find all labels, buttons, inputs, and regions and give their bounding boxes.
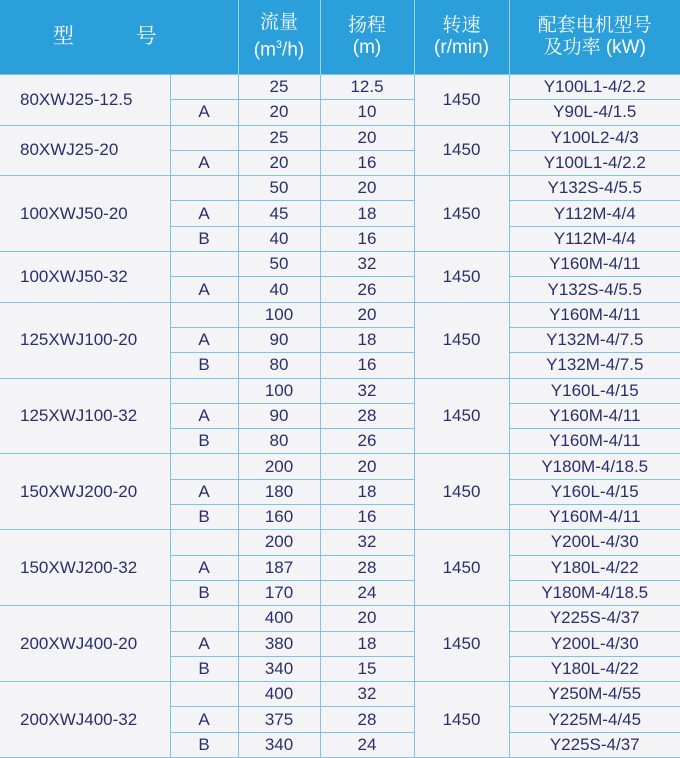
- variant-cell: [170, 125, 238, 150]
- model-cell: 100XWJ50-32: [0, 252, 170, 303]
- variant-cell: B: [170, 353, 238, 378]
- model-cell: 150XWJ200-32: [0, 530, 170, 606]
- head-cell: 32: [320, 378, 414, 403]
- motor-cell: Y200L-4/30: [509, 631, 680, 656]
- speed-cell: 1450: [414, 606, 509, 682]
- model-cell: 80XWJ25-20: [0, 125, 170, 176]
- header-head: [320, 0, 414, 75]
- variant-cell: [170, 302, 238, 327]
- flow-cell: 100: [238, 378, 320, 403]
- variant-cell: A: [170, 100, 238, 125]
- speed-cell: 1450: [414, 454, 509, 530]
- flow-cell: 400: [238, 682, 320, 707]
- head-cell: 20: [320, 454, 414, 479]
- table-row: [0, 302, 680, 327]
- flow-cell: 375: [238, 707, 320, 732]
- flow-cell: 180: [238, 479, 320, 504]
- flow-cell: 20: [238, 100, 320, 125]
- motor-cell: Y250M-4/55: [509, 682, 680, 707]
- motor-cell: Y100L1-4/2.2: [509, 150, 680, 175]
- table-row: [0, 176, 680, 201]
- table-row: [0, 75, 680, 100]
- flow-cell: 200: [238, 530, 320, 555]
- head-cell: 20: [320, 125, 414, 150]
- head-cell: 28: [320, 707, 414, 732]
- flow-cell: 380: [238, 631, 320, 656]
- model-cell: 125XWJ100-20: [0, 302, 170, 378]
- table-body: [0, 75, 680, 758]
- head-cell: 12.5: [320, 75, 414, 100]
- head-cell: 15: [320, 656, 414, 681]
- variant-cell: [170, 682, 238, 707]
- flow-cell: 100: [238, 302, 320, 327]
- variant-cell: A: [170, 555, 238, 580]
- motor-cell: Y180L-4/22: [509, 555, 680, 580]
- variant-cell: A: [170, 201, 238, 226]
- variant-cell: A: [170, 403, 238, 428]
- motor-cell: Y160M-4/11: [509, 252, 680, 277]
- flow-cell: 400: [238, 606, 320, 631]
- table-row: [0, 378, 680, 403]
- model-cell: 200XWJ400-20: [0, 606, 170, 682]
- flow-cell: 25: [238, 75, 320, 100]
- motor-cell: Y225S-4/37: [509, 606, 680, 631]
- header-flow: [238, 0, 320, 75]
- table-row: [0, 125, 680, 150]
- flow-cell: 50: [238, 252, 320, 277]
- motor-cell: Y112M-4/4: [509, 201, 680, 226]
- variant-cell: [170, 75, 238, 100]
- head-cell: 26: [320, 277, 414, 302]
- speed-cell: 1450: [414, 378, 509, 454]
- motor-cell: Y160M-4/11: [509, 505, 680, 530]
- motor-cell: Y132M-4/7.5: [509, 353, 680, 378]
- table-row: [0, 252, 680, 277]
- variant-cell: [170, 454, 238, 479]
- header-speed-unit: (r/min): [415, 37, 509, 59]
- flow-cell: 90: [238, 403, 320, 428]
- motor-cell: Y160L-4/15: [509, 479, 680, 504]
- flow-cell: 170: [238, 580, 320, 605]
- head-cell: 20: [320, 606, 414, 631]
- flow-cell: 160: [238, 505, 320, 530]
- variant-cell: A: [170, 479, 238, 504]
- table-row: [0, 682, 680, 707]
- head-cell: 20: [320, 302, 414, 327]
- head-cell: 16: [320, 353, 414, 378]
- motor-cell: Y160M-4/11: [509, 429, 680, 454]
- variant-cell: B: [170, 732, 238, 757]
- head-cell: 16: [320, 226, 414, 251]
- model-cell: 80XWJ25-12.5: [0, 75, 170, 126]
- flow-cell: 90: [238, 327, 320, 352]
- head-cell: 18: [320, 479, 414, 504]
- motor-cell: Y180M-4/18.5: [509, 580, 680, 605]
- flow-cell: 40: [238, 226, 320, 251]
- head-cell: 18: [320, 631, 414, 656]
- speed-cell: 1450: [414, 75, 509, 126]
- head-cell: 20: [320, 176, 414, 201]
- model-cell: 125XWJ100-32: [0, 378, 170, 454]
- head-cell: 26: [320, 429, 414, 454]
- flow-cell: 80: [238, 353, 320, 378]
- motor-cell: Y100L2-4/3: [509, 125, 680, 150]
- head-cell: 24: [320, 732, 414, 757]
- motor-cell: Y225S-4/37: [509, 732, 680, 757]
- model-cell: 150XWJ200-20: [0, 454, 170, 530]
- model-cell: 100XWJ50-20: [0, 176, 170, 252]
- motor-cell: Y112M-4/4: [509, 226, 680, 251]
- header-model: 型 号: [0, 0, 238, 75]
- head-cell: 28: [320, 555, 414, 580]
- head-cell: 10: [320, 100, 414, 125]
- motor-cell: Y132S-4/5.5: [509, 277, 680, 302]
- motor-cell: Y90L-4/1.5: [509, 100, 680, 125]
- motor-cell: Y200L-4/30: [509, 530, 680, 555]
- motor-cell: Y160M-4/11: [509, 403, 680, 428]
- flow-cell: 340: [238, 656, 320, 681]
- flow-cell: 80: [238, 429, 320, 454]
- header-motor-unit: 及功率 (kW): [510, 37, 680, 59]
- variant-cell: A: [170, 277, 238, 302]
- header-head-unit: (m): [321, 37, 414, 59]
- motor-cell: Y160M-4/11: [509, 302, 680, 327]
- variant-cell: [170, 378, 238, 403]
- variant-cell: [170, 606, 238, 631]
- table-row: [0, 530, 680, 555]
- flow-cell: 340: [238, 732, 320, 757]
- head-cell: 28: [320, 403, 414, 428]
- variant-cell: B: [170, 429, 238, 454]
- header-motor-label: 配套电机型号: [510, 15, 680, 37]
- variant-cell: B: [170, 226, 238, 251]
- header-speed: [414, 0, 509, 75]
- flow-cell: 50: [238, 176, 320, 201]
- variant-cell: B: [170, 505, 238, 530]
- variant-cell: B: [170, 580, 238, 605]
- head-cell: 24: [320, 580, 414, 605]
- head-cell: 18: [320, 201, 414, 226]
- speed-cell: 1450: [414, 176, 509, 252]
- motor-cell: Y225M-4/45: [509, 707, 680, 732]
- variant-cell: A: [170, 150, 238, 175]
- variant-cell: [170, 252, 238, 277]
- speed-cell: 1450: [414, 252, 509, 303]
- variant-cell: A: [170, 327, 238, 352]
- motor-cell: Y132M-4/7.5: [509, 327, 680, 352]
- variant-cell: A: [170, 631, 238, 656]
- speed-cell: 1450: [414, 530, 509, 606]
- header-head-label: 扬程: [321, 15, 414, 37]
- flow-cell: 40: [238, 277, 320, 302]
- head-cell: 16: [320, 150, 414, 175]
- variant-cell: A: [170, 707, 238, 732]
- variant-cell: [170, 530, 238, 555]
- motor-cell: Y180M-4/18.5: [509, 454, 680, 479]
- head-cell: 32: [320, 682, 414, 707]
- motor-cell: Y160L-4/15: [509, 378, 680, 403]
- header-flow-unit: $(m^3/h)$: [239, 34, 320, 61]
- head-cell: 32: [320, 530, 414, 555]
- variant-cell: [170, 176, 238, 201]
- header-motor: [509, 0, 680, 75]
- head-cell: 18: [320, 327, 414, 352]
- table-header: [0, 0, 680, 75]
- flow-cell: 187: [238, 555, 320, 580]
- flow-cell: 20: [238, 150, 320, 175]
- table-row: [0, 454, 680, 479]
- speed-cell: 1450: [414, 302, 509, 378]
- model-cell: 200XWJ400-32: [0, 682, 170, 758]
- flow-cell: 45: [238, 201, 320, 226]
- speed-cell: 1450: [414, 125, 509, 176]
- header-flow-label: 流量: [239, 12, 320, 34]
- header-speed-label: 转速: [415, 15, 509, 37]
- head-cell: 16: [320, 505, 414, 530]
- motor-cell: Y180L-4/22: [509, 656, 680, 681]
- motor-cell: Y100L1-4/2.2: [509, 75, 680, 100]
- motor-cell: Y132S-4/5.5: [509, 176, 680, 201]
- flow-cell: 200: [238, 454, 320, 479]
- variant-cell: B: [170, 656, 238, 681]
- head-cell: 32: [320, 252, 414, 277]
- speed-cell: 1450: [414, 682, 509, 758]
- flow-cell: 25: [238, 125, 320, 150]
- table-row: [0, 606, 680, 631]
